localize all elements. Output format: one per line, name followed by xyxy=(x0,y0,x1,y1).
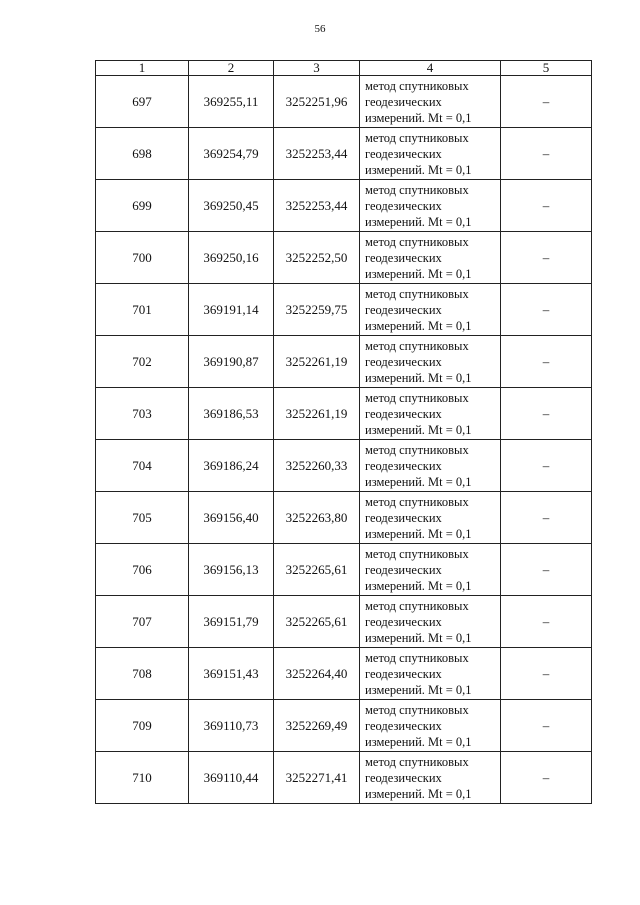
table-row xyxy=(96,544,592,596)
method-text-line: геодезических xyxy=(365,302,442,317)
method-text-line: измерений. Mt = 0,1 xyxy=(365,214,472,229)
method-cell xyxy=(360,648,501,700)
table-row xyxy=(96,388,592,440)
method-text-line: измерений. Mt = 0,1 xyxy=(365,526,472,541)
method-text-line: метод спутниковых xyxy=(365,130,469,145)
method-text-line: геодезических xyxy=(365,510,442,525)
table-header xyxy=(96,61,592,76)
method-text-line: измерений. Mt = 0,1 xyxy=(365,370,472,385)
method-text-line: метод спутниковых xyxy=(365,442,469,457)
y-coordinate-cell: 3252253,44 xyxy=(274,128,360,180)
method-text-line: геодезических xyxy=(365,458,442,473)
y-coordinate-cell: 3252253,44 xyxy=(274,180,360,232)
y-coordinate-cell: 3252251,96 xyxy=(274,76,360,128)
method-text-line: геодезических xyxy=(365,146,442,161)
x-coordinate-cell: 369110,73 xyxy=(189,700,274,752)
table-row xyxy=(96,648,592,700)
point-number-cell: 698 xyxy=(96,128,189,180)
table-body xyxy=(96,76,592,804)
x-coordinate-cell: 369190,87 xyxy=(189,336,274,388)
note-cell: – xyxy=(501,232,592,284)
method-cell xyxy=(360,284,501,336)
point-number-cell: 704 xyxy=(96,440,189,492)
method-text-line: геодезических xyxy=(365,94,442,109)
method-cell xyxy=(360,492,501,544)
note-cell: – xyxy=(501,648,592,700)
table-row xyxy=(96,492,592,544)
x-coordinate-cell: 369186,24 xyxy=(189,440,274,492)
method-cell xyxy=(360,76,501,128)
coordinates-table xyxy=(95,60,592,804)
header-row xyxy=(96,61,592,76)
method-cell xyxy=(360,544,501,596)
x-coordinate-cell: 369110,44 xyxy=(189,752,274,804)
method-text-line: метод спутниковых xyxy=(365,754,469,769)
method-text-line: метод спутниковых xyxy=(365,234,469,249)
note-cell: – xyxy=(501,76,592,128)
y-coordinate-cell: 3252271,41 xyxy=(274,752,360,804)
table-row xyxy=(96,752,592,804)
y-coordinate-cell: 3252260,33 xyxy=(274,440,360,492)
header-cell-1: 1 xyxy=(96,61,189,76)
method-text-line: измерений. Mt = 0,1 xyxy=(365,786,472,801)
method-text-line: измерений. Mt = 0,1 xyxy=(365,318,472,333)
method-cell xyxy=(360,752,501,804)
note-cell: – xyxy=(501,284,592,336)
table-row xyxy=(96,128,592,180)
method-cell xyxy=(360,128,501,180)
method-text-line: метод спутниковых xyxy=(365,650,469,665)
y-coordinate-cell: 3252259,75 xyxy=(274,284,360,336)
point-number-cell: 699 xyxy=(96,180,189,232)
table-row xyxy=(96,440,592,492)
header-cell-4: 4 xyxy=(360,61,501,76)
method-text-line: измерений. Mt = 0,1 xyxy=(365,734,472,749)
method-cell xyxy=(360,440,501,492)
header-cell-3: 3 xyxy=(274,61,360,76)
y-coordinate-cell: 3252269,49 xyxy=(274,700,360,752)
method-text-line: измерений. Mt = 0,1 xyxy=(365,422,472,437)
y-coordinate-cell: 3252264,40 xyxy=(274,648,360,700)
method-text-line: измерений. Mt = 0,1 xyxy=(365,630,472,645)
note-cell: – xyxy=(501,440,592,492)
point-number-cell: 697 xyxy=(96,76,189,128)
point-number-cell: 700 xyxy=(96,232,189,284)
y-coordinate-cell: 3252265,61 xyxy=(274,596,360,648)
method-text-line: геодезических xyxy=(365,666,442,681)
note-cell: – xyxy=(501,180,592,232)
method-text-line: измерений. Mt = 0,1 xyxy=(365,682,472,697)
point-number-cell: 709 xyxy=(96,700,189,752)
point-number-cell: 702 xyxy=(96,336,189,388)
method-text-line: метод спутниковых xyxy=(365,702,469,717)
point-number-cell: 708 xyxy=(96,648,189,700)
y-coordinate-cell: 3252261,19 xyxy=(274,336,360,388)
x-coordinate-cell: 369156,40 xyxy=(189,492,274,544)
method-text-line: измерений. Mt = 0,1 xyxy=(365,110,472,125)
note-cell: – xyxy=(501,388,592,440)
method-text-line: геодезических xyxy=(365,250,442,265)
table-row xyxy=(96,76,592,128)
point-number-cell: 703 xyxy=(96,388,189,440)
point-number-cell: 710 xyxy=(96,752,189,804)
point-number-cell: 701 xyxy=(96,284,189,336)
method-cell xyxy=(360,180,501,232)
table-row xyxy=(96,284,592,336)
method-text-line: измерений. Mt = 0,1 xyxy=(365,578,472,593)
y-coordinate-cell: 3252265,61 xyxy=(274,544,360,596)
method-text-line: метод спутниковых xyxy=(365,182,469,197)
method-cell xyxy=(360,700,501,752)
header-cell-5: 5 xyxy=(501,61,592,76)
method-cell xyxy=(360,232,501,284)
x-coordinate-cell: 369156,13 xyxy=(189,544,274,596)
table-row xyxy=(96,180,592,232)
method-text-line: метод спутниковых xyxy=(365,546,469,561)
table-row xyxy=(96,336,592,388)
method-text-line: метод спутниковых xyxy=(365,286,469,301)
point-number-cell: 707 xyxy=(96,596,189,648)
table-row xyxy=(96,596,592,648)
method-text-line: метод спутниковых xyxy=(365,390,469,405)
method-text-line: метод спутниковых xyxy=(365,78,469,93)
note-cell: – xyxy=(501,128,592,180)
note-cell: – xyxy=(501,336,592,388)
x-coordinate-cell: 369250,16 xyxy=(189,232,274,284)
point-number-cell: 705 xyxy=(96,492,189,544)
method-text-line: измерений. Mt = 0,1 xyxy=(365,474,472,489)
point-number-cell: 706 xyxy=(96,544,189,596)
method-text-line: геодезических xyxy=(365,718,442,733)
method-text-line: метод спутниковых xyxy=(365,598,469,613)
note-cell: – xyxy=(501,544,592,596)
x-coordinate-cell: 369250,45 xyxy=(189,180,274,232)
page-number: 56 xyxy=(314,23,326,35)
x-coordinate-cell: 369254,79 xyxy=(189,128,274,180)
y-coordinate-cell: 3252252,50 xyxy=(274,232,360,284)
x-coordinate-cell: 369255,11 xyxy=(189,76,274,128)
x-coordinate-cell: 369151,43 xyxy=(189,648,274,700)
method-text-line: геодезических xyxy=(365,562,442,577)
method-text-line: геодезических xyxy=(365,614,442,629)
method-cell xyxy=(360,596,501,648)
method-text-line: измерений. Mt = 0,1 xyxy=(365,266,472,281)
method-text-line: геодезических xyxy=(365,198,442,213)
x-coordinate-cell: 369151,79 xyxy=(189,596,274,648)
method-text-line: геодезических xyxy=(365,770,442,785)
header-cell-2: 2 xyxy=(189,61,274,76)
method-text-line: метод спутниковых xyxy=(365,338,469,353)
y-coordinate-cell: 3252261,19 xyxy=(274,388,360,440)
table-row xyxy=(96,700,592,752)
note-cell: – xyxy=(501,700,592,752)
note-cell: – xyxy=(501,596,592,648)
method-cell xyxy=(360,388,501,440)
x-coordinate-cell: 369186,53 xyxy=(189,388,274,440)
x-coordinate-cell: 369191,14 xyxy=(189,284,274,336)
method-cell xyxy=(360,336,501,388)
y-coordinate-cell: 3252263,80 xyxy=(274,492,360,544)
method-text-line: измерений. Mt = 0,1 xyxy=(365,162,472,177)
note-cell: – xyxy=(501,492,592,544)
note-cell: – xyxy=(501,752,592,804)
table-row xyxy=(96,232,592,284)
method-text-line: геодезических xyxy=(365,406,442,421)
method-text-line: метод спутниковых xyxy=(365,494,469,509)
method-text-line: геодезических xyxy=(365,354,442,369)
